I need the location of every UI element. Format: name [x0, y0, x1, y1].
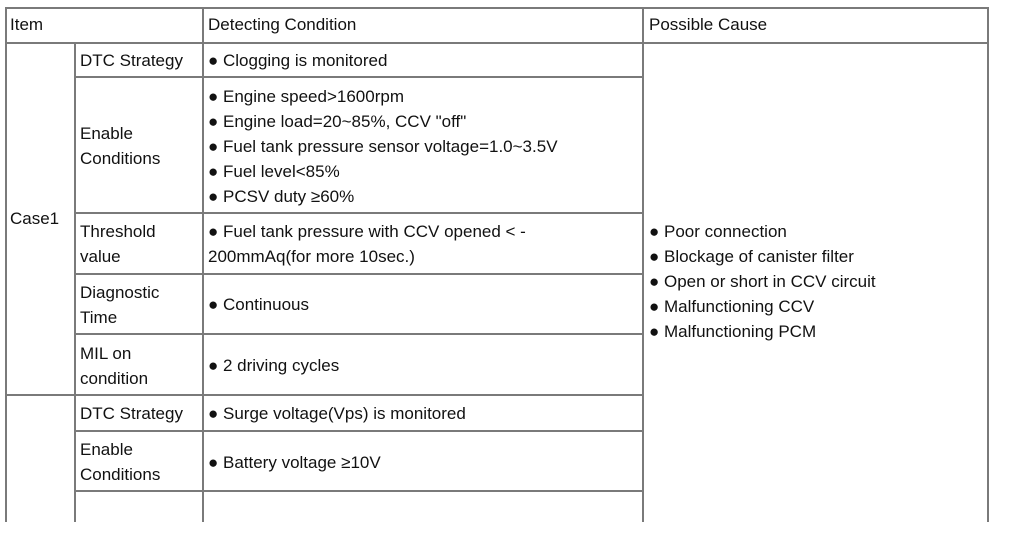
dtc-strategy-label: DTC Strategy	[80, 51, 183, 70]
header-possible-cause: Possible Cause	[649, 15, 768, 34]
threshold-line2: 200mmAq(for more 10sec.)	[208, 247, 415, 266]
header-detecting-condition: Detecting Condition	[208, 15, 357, 34]
possible-causes-list	[649, 219, 876, 344]
header-bottom	[5, 42, 989, 44]
diagnostic-time-condition: ● Continuous	[208, 295, 309, 314]
row-divider	[74, 273, 644, 275]
threshold-condition	[208, 219, 526, 269]
list-item: ● Open or short in CCV circuit	[649, 272, 876, 291]
enable-conditions-list	[208, 84, 558, 209]
mil-on-condition: ● 2 driving cycles	[208, 356, 340, 375]
list-item: ● Engine speed>1600rpm	[208, 87, 404, 106]
enable-conditions-label	[80, 437, 160, 487]
threshold-label-line2: value	[80, 247, 121, 266]
diagnostic-label-line1: Diagnostic	[80, 283, 160, 302]
header-item: Item	[10, 15, 44, 34]
row-divider	[74, 212, 644, 214]
enable-conditions-condition: ● Battery voltage ≥10V	[208, 453, 381, 472]
threshold-line1: ● Fuel tank pressure with CCV opened < -	[208, 222, 526, 241]
case1-bottom	[5, 394, 644, 396]
enable-label-line2: Conditions	[80, 465, 161, 484]
enable-label-line1: Enable	[80, 124, 133, 143]
col-divider-cause	[642, 7, 644, 522]
list-item: ● Poor connection	[649, 222, 787, 241]
dtc-strategy-condition: ● Clogging is monitored	[208, 51, 388, 70]
col-divider-detecting	[202, 7, 204, 522]
dtc-strategy-condition: ● Surge voltage(Vps) is monitored	[208, 404, 466, 423]
enable-label-line1: Enable	[80, 440, 133, 459]
mil-label-line2: condition	[80, 369, 149, 388]
list-item: ● Malfunctioning CCV	[649, 297, 815, 316]
diagnostic-label-line2: Time	[80, 308, 118, 327]
threshold-label	[80, 219, 156, 269]
enable-conditions-label	[80, 121, 160, 171]
row-divider	[74, 430, 644, 432]
mil-on-label	[80, 341, 148, 391]
border-left	[5, 7, 7, 522]
row-divider	[74, 490, 644, 492]
list-item: ● Fuel level<85%	[208, 162, 340, 181]
enable-label-line2: Conditions	[80, 149, 161, 168]
border-top	[5, 7, 989, 9]
list-item: ● Engine load=20~85%, CCV "off"	[208, 112, 467, 131]
diagnostic-time-label	[80, 280, 159, 330]
dtc-strategy-label: DTC Strategy	[80, 404, 183, 423]
list-item: ● Blockage of canister filter	[649, 247, 854, 266]
row-divider	[74, 76, 644, 78]
case-label: Case1	[10, 209, 60, 228]
list-item: ● Fuel tank pressure sensor voltage=1.0~3.5V	[208, 137, 558, 156]
list-item: ● PCSV duty ≥60%	[208, 187, 355, 206]
col-divider-subitem	[74, 43, 76, 522]
mil-label-line1: MIL on	[80, 344, 132, 363]
row-divider	[74, 333, 644, 335]
list-item: ● Malfunctioning PCM	[649, 322, 817, 341]
threshold-label-line1: Threshold	[80, 222, 156, 241]
border-right	[987, 7, 989, 522]
